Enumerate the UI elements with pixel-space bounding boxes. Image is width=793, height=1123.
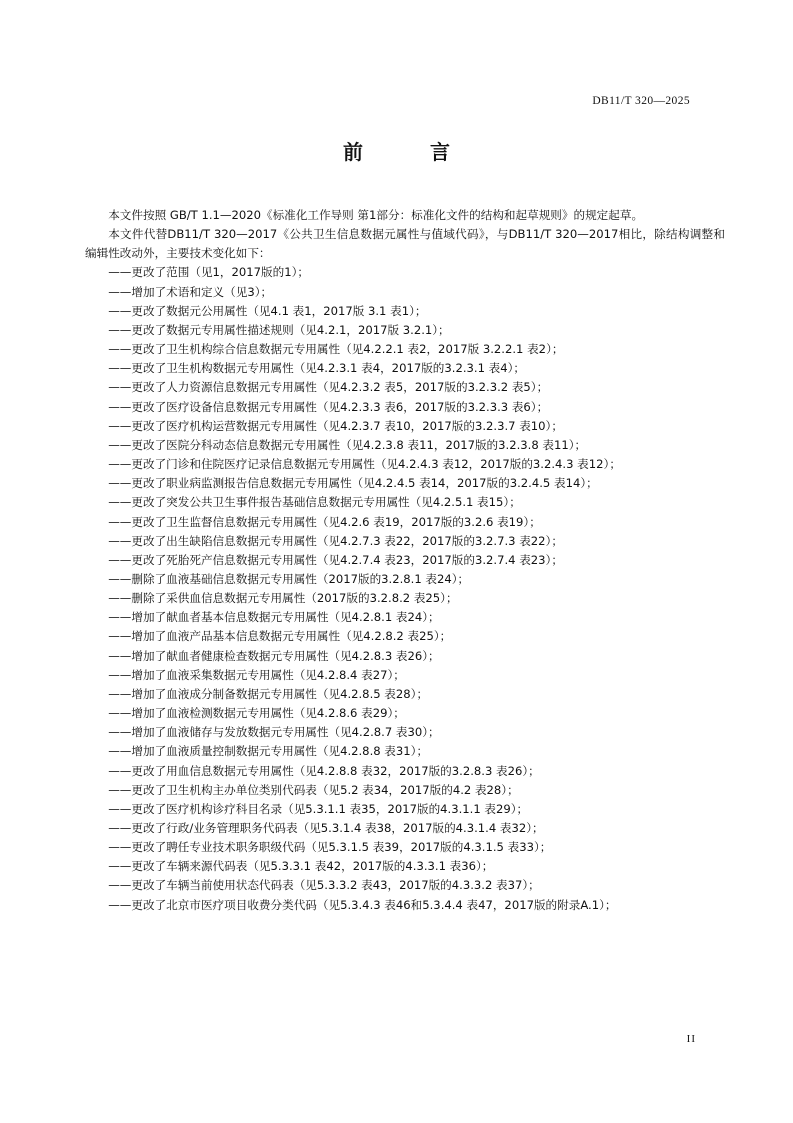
list-item: ——增加了献血者健康检查数据元专用属性（见4.2.8.3 表26）； xyxy=(108,648,440,663)
paragraph-drafting-rules: 本文件按照 GB/T 1.1—2020《标准化工作导则 第1部分：标准化文件的结构和起草规则》的规定起草。 xyxy=(108,208,644,222)
list-item: ——更改了行政/业务管理职务代码表（见5.3.1.4 表38，2017版的4.3.1.4 表32）； xyxy=(108,821,544,835)
list-item: ——删除了采供血信息数据元专用属性（2017版的3.2.8.2 表25）； xyxy=(108,591,458,606)
list-item: ——增加了血液储存与发放数据元专用属性（见4.2.8.7 表30）； xyxy=(108,725,440,740)
list-item: ——增加了血液检测数据元专用属性（见4.2.8.6 表29）； xyxy=(108,706,405,721)
list-item: ——更改了卫生机构数据元专用属性（见4.2.3.1 表4，2017版的3.2.3.1 表4）； xyxy=(108,361,525,376)
list-item: ——更改了卫生机构主办单位类别代码表（见5.2 表34，2017版的4.2 表28）； xyxy=(108,782,519,797)
list-item: ——增加了血液成分制备数据元专用属性（见4.2.8.5 表28）； xyxy=(108,686,429,701)
list-item: ——更改了死胎死产信息数据元专用属性（见4.2.7.4 表23，2017版的3.2.7.4 表23）； xyxy=(108,552,563,567)
list-item: ——删除了血液基础信息数据元专用属性（2017版的3.2.8.1 表24）； xyxy=(108,571,470,586)
list-item: ——更改了车辆来源代码表（见5.3.3.1 表42，2017版的4.3.3.1 表36）； xyxy=(108,859,494,874)
list-item: ——增加了术语和定义（见3）； xyxy=(108,284,273,299)
list-item: ——增加了血液采集数据元专用属性（见4.2.8.4 表27）； xyxy=(108,667,405,682)
list-item: ——更改了范围（见1，2017版的1）； xyxy=(108,265,309,280)
page-number: II xyxy=(686,1033,696,1045)
list-item: ——更改了数据元公用属性（见4.1 表1，2017版 3.1 表1）； xyxy=(108,303,427,318)
list-item: ——更改了卫生机构综合信息数据元专用属性（见4.2.2.1 表2，2017版 3.2.2.1 表2）； xyxy=(108,342,564,357)
page-title: 前 言 xyxy=(343,140,480,164)
list-item: ——更改了医院分科动态信息数据元专用属性（见4.2.3.8 表11，2017版的3.2.3.8 表11）； xyxy=(108,437,587,452)
list-item: ——更改了突发公共卫生事件报告基础信息数据元专用属性（见4.2.5.1 表15）； xyxy=(108,495,521,510)
list-item: ——增加了血液质量控制数据元专用属性（见4.2.8.8 表31）； xyxy=(108,744,429,759)
paragraph-replacement-note: 本文件代替DB11/T 320—2017《公共卫生信息数据元属性与值域代码》，与DB11/T 320—2017相比，除结构调整和编辑性改动外，主要技术变化如下： xyxy=(85,227,725,261)
list-item: ——更改了职业病监测报告信息数据元专用属性（见4.2.4.5 表14，2017版的3.2.4.5 表14）； xyxy=(108,476,598,491)
list-item: ——更改了北京市医疗项目收费分类代码（见5.3.4.3 表46和5.3.4.4 表47，2017版的附录A.1）； xyxy=(108,897,617,912)
list-item: ——更改了数据元专用属性描述规则（见4.2.1，2017版 3.2.1）； xyxy=(108,322,450,337)
foreword-body xyxy=(85,206,725,915)
list-item: ——更改了医疗机构运营数据元专用属性（见4.2.3.7 表10，2017版的3.2.3.7 表10）； xyxy=(108,418,563,433)
document-code-header: DB11/T 320—2025 xyxy=(592,95,690,107)
list-item: ——更改了出生缺陷信息数据元专用属性（见4.2.7.3 表22，2017版的3.2.7.3 表22）； xyxy=(108,533,563,548)
list-item: ——更改了医疗设备信息数据元专用属性（见4.2.3.3 表6，2017版的3.2.3.3 表6）； xyxy=(108,399,549,414)
list-item: ——更改了人力资源信息数据元专用属性（见4.2.3.2 表5，2017版的3.2.3.2 表5）； xyxy=(108,380,549,395)
list-item: ——更改了医疗机构诊疗科目名录（见5.3.1.1 表35，2017版的4.3.1.1 表29）； xyxy=(108,801,529,816)
list-item: ——增加了献血者基本信息数据元专用属性（见4.2.8.1 表24）； xyxy=(108,610,440,625)
list-item: ——增加了血液产品基本信息数据元专用属性（见4.2.8.2 表25）； xyxy=(108,629,452,644)
technical-changes-list xyxy=(85,263,725,914)
list-item: ——更改了车辆当前使用状态代码表（见5.3.3.2 表43，2017版的4.3.3.2 表37）； xyxy=(108,878,540,893)
list-item: ——更改了门诊和住院医疗记录信息数据元专用属性（见4.2.4.3 表12，2017版的3.2.4.3 表12）； xyxy=(108,457,621,472)
list-item: ——更改了卫生监督信息数据元专用属性（见4.2.6 表19，2017版的3.2.6 表19）； xyxy=(108,514,541,529)
list-item: ——更改了用血信息数据元专用属性（见4.2.8.8 表32，2017版的3.2.8.3 表26）； xyxy=(108,763,540,778)
list-item: ——更改了聘任专业技术职务职级代码（见5.3.1.5 表39，2017版的4.3.1.5 表33）； xyxy=(108,840,552,855)
